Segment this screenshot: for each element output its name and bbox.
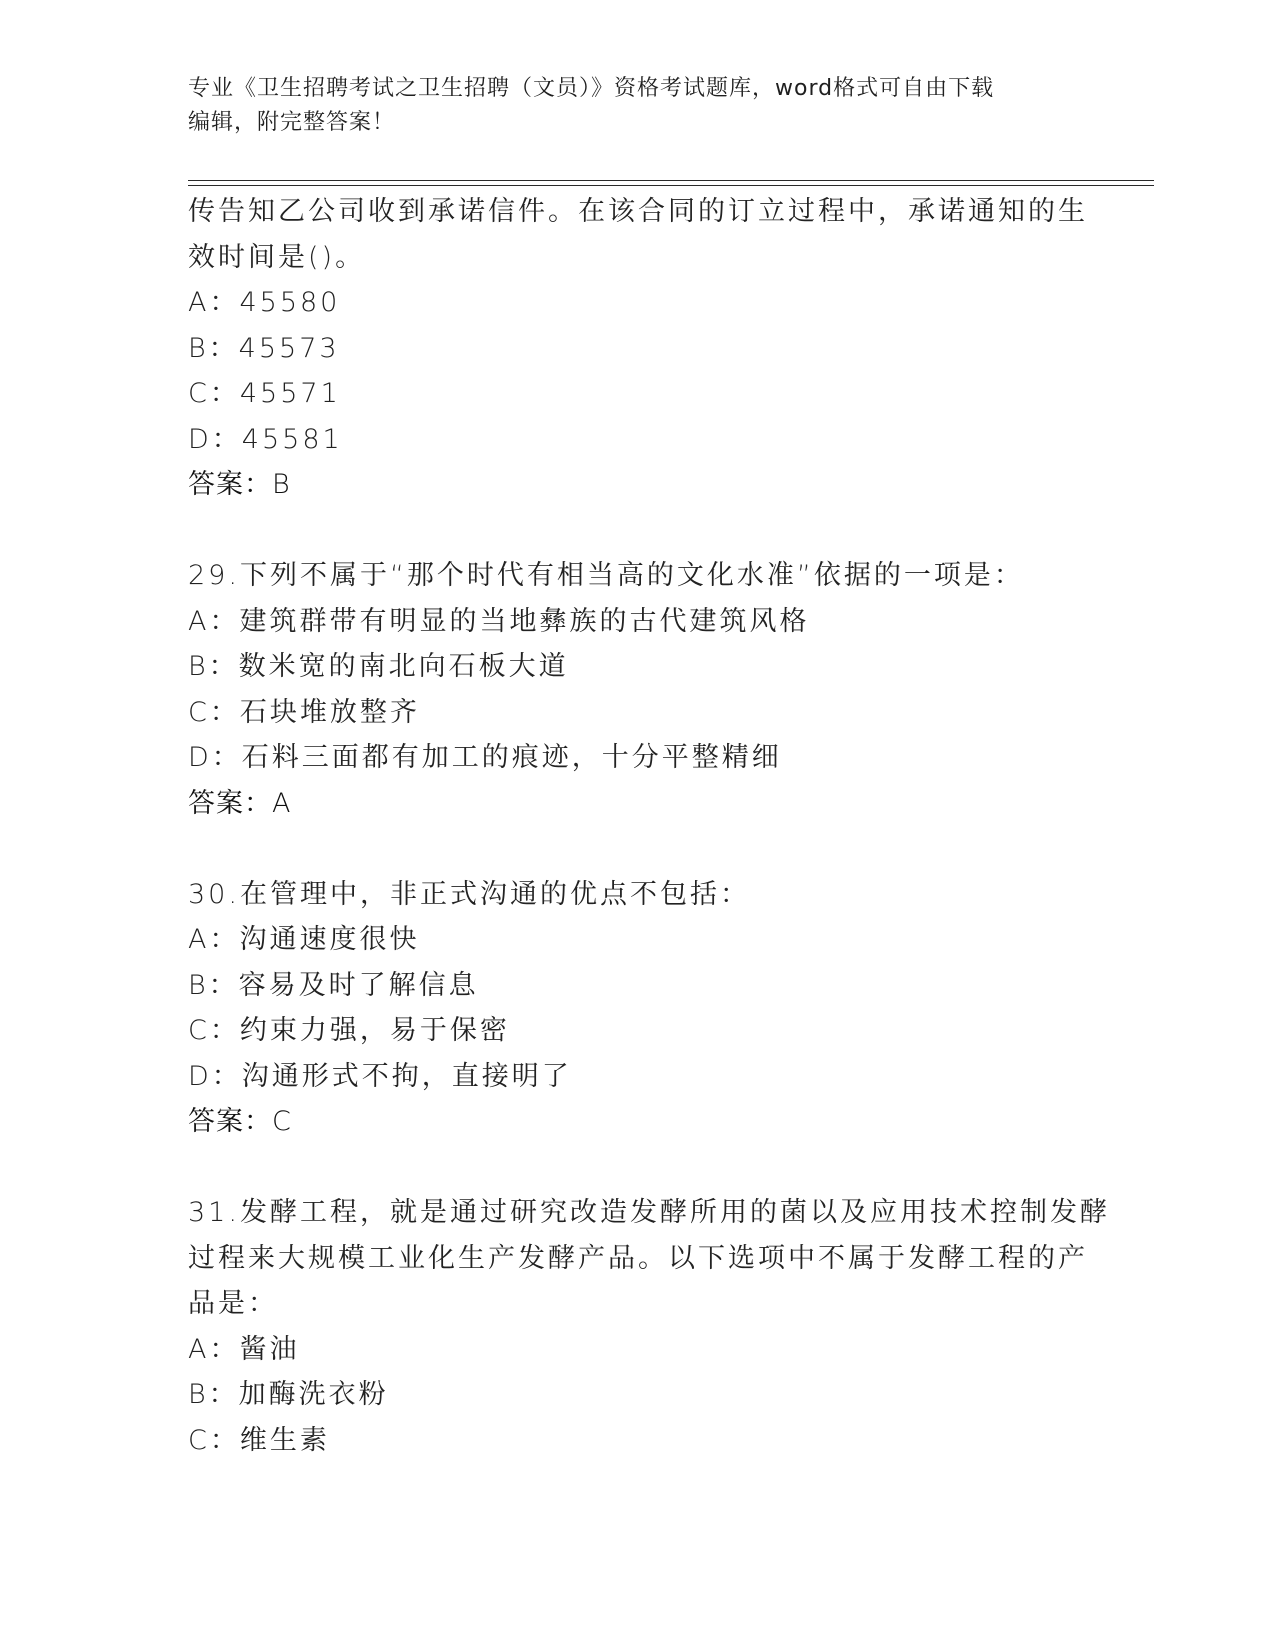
option-a: A：沟通速度很快 — [188, 924, 420, 955]
option-a: A：45580 — [188, 287, 341, 318]
option-a: A：建筑群带有明显的当地彝族的古代建筑风格 — [188, 605, 810, 637]
answer: 答案：A — [188, 787, 292, 819]
question-stem: 品是： — [188, 1288, 278, 1319]
question-stem: 29.下列不属于“那个时代有相当高的文化水准”依据的一项是： — [188, 560, 1024, 591]
option-d: D：沟通形式不拘，直接明了 — [188, 1060, 572, 1092]
question-stem: 传告知乙公司收到承诺信件。在该合同的订立过程中，承诺通知的生 — [188, 196, 1088, 227]
option-c: C：石块堆放整齐 — [188, 696, 420, 728]
option-b: B：数米宽的南北向石板大道 — [188, 651, 569, 682]
question-stem: 30.在管理中，非正式沟通的优点不包括： — [188, 878, 750, 910]
question-31 — [188, 1190, 1110, 1463]
option-b: B：45573 — [188, 332, 340, 364]
option-c: C：维生素 — [188, 1424, 330, 1456]
spacer — [188, 826, 1088, 872]
document-header — [188, 72, 1088, 140]
spacer — [188, 508, 1088, 554]
question-29 — [188, 553, 1088, 826]
answer: 答案：C — [188, 1106, 292, 1137]
question-stem: 31.发酵工程，就是通过研究改造发酵所用的菌以及应用技术控制发酵 — [188, 1197, 1110, 1228]
header-line-1: 专业《卫生招聘考试之卫生招聘（文员）》资格考试题库，word格式可自由下载 — [188, 76, 995, 101]
header-divider-bottom — [188, 185, 1154, 186]
question-stem: 过程来大规模工业化生产发酵产品。以下选项中不属于发酵工程的产 — [188, 1242, 1088, 1274]
header-divider-top — [188, 180, 1154, 181]
option-b: B：加酶洗衣粉 — [188, 1379, 389, 1410]
question-30 — [188, 872, 1088, 1145]
option-c: C：45571 — [188, 378, 341, 409]
option-c: C：约束力强，易于保密 — [188, 1015, 510, 1046]
option-a: A：酱油 — [188, 1333, 300, 1365]
option-b: B：容易及时了解信息 — [188, 969, 479, 1001]
question-28 — [188, 189, 1088, 508]
option-d: D：石料三面都有加工的痕迹，十分平整精细 — [188, 742, 782, 773]
question-stem: 效时间是()。 — [188, 241, 366, 273]
spacer — [188, 1145, 1088, 1191]
option-d: D：45581 — [188, 423, 343, 455]
answer: 答案：B — [188, 469, 291, 500]
header-line-2: 编辑，附完整答案！ — [188, 110, 396, 135]
question-list — [188, 189, 1110, 1463]
